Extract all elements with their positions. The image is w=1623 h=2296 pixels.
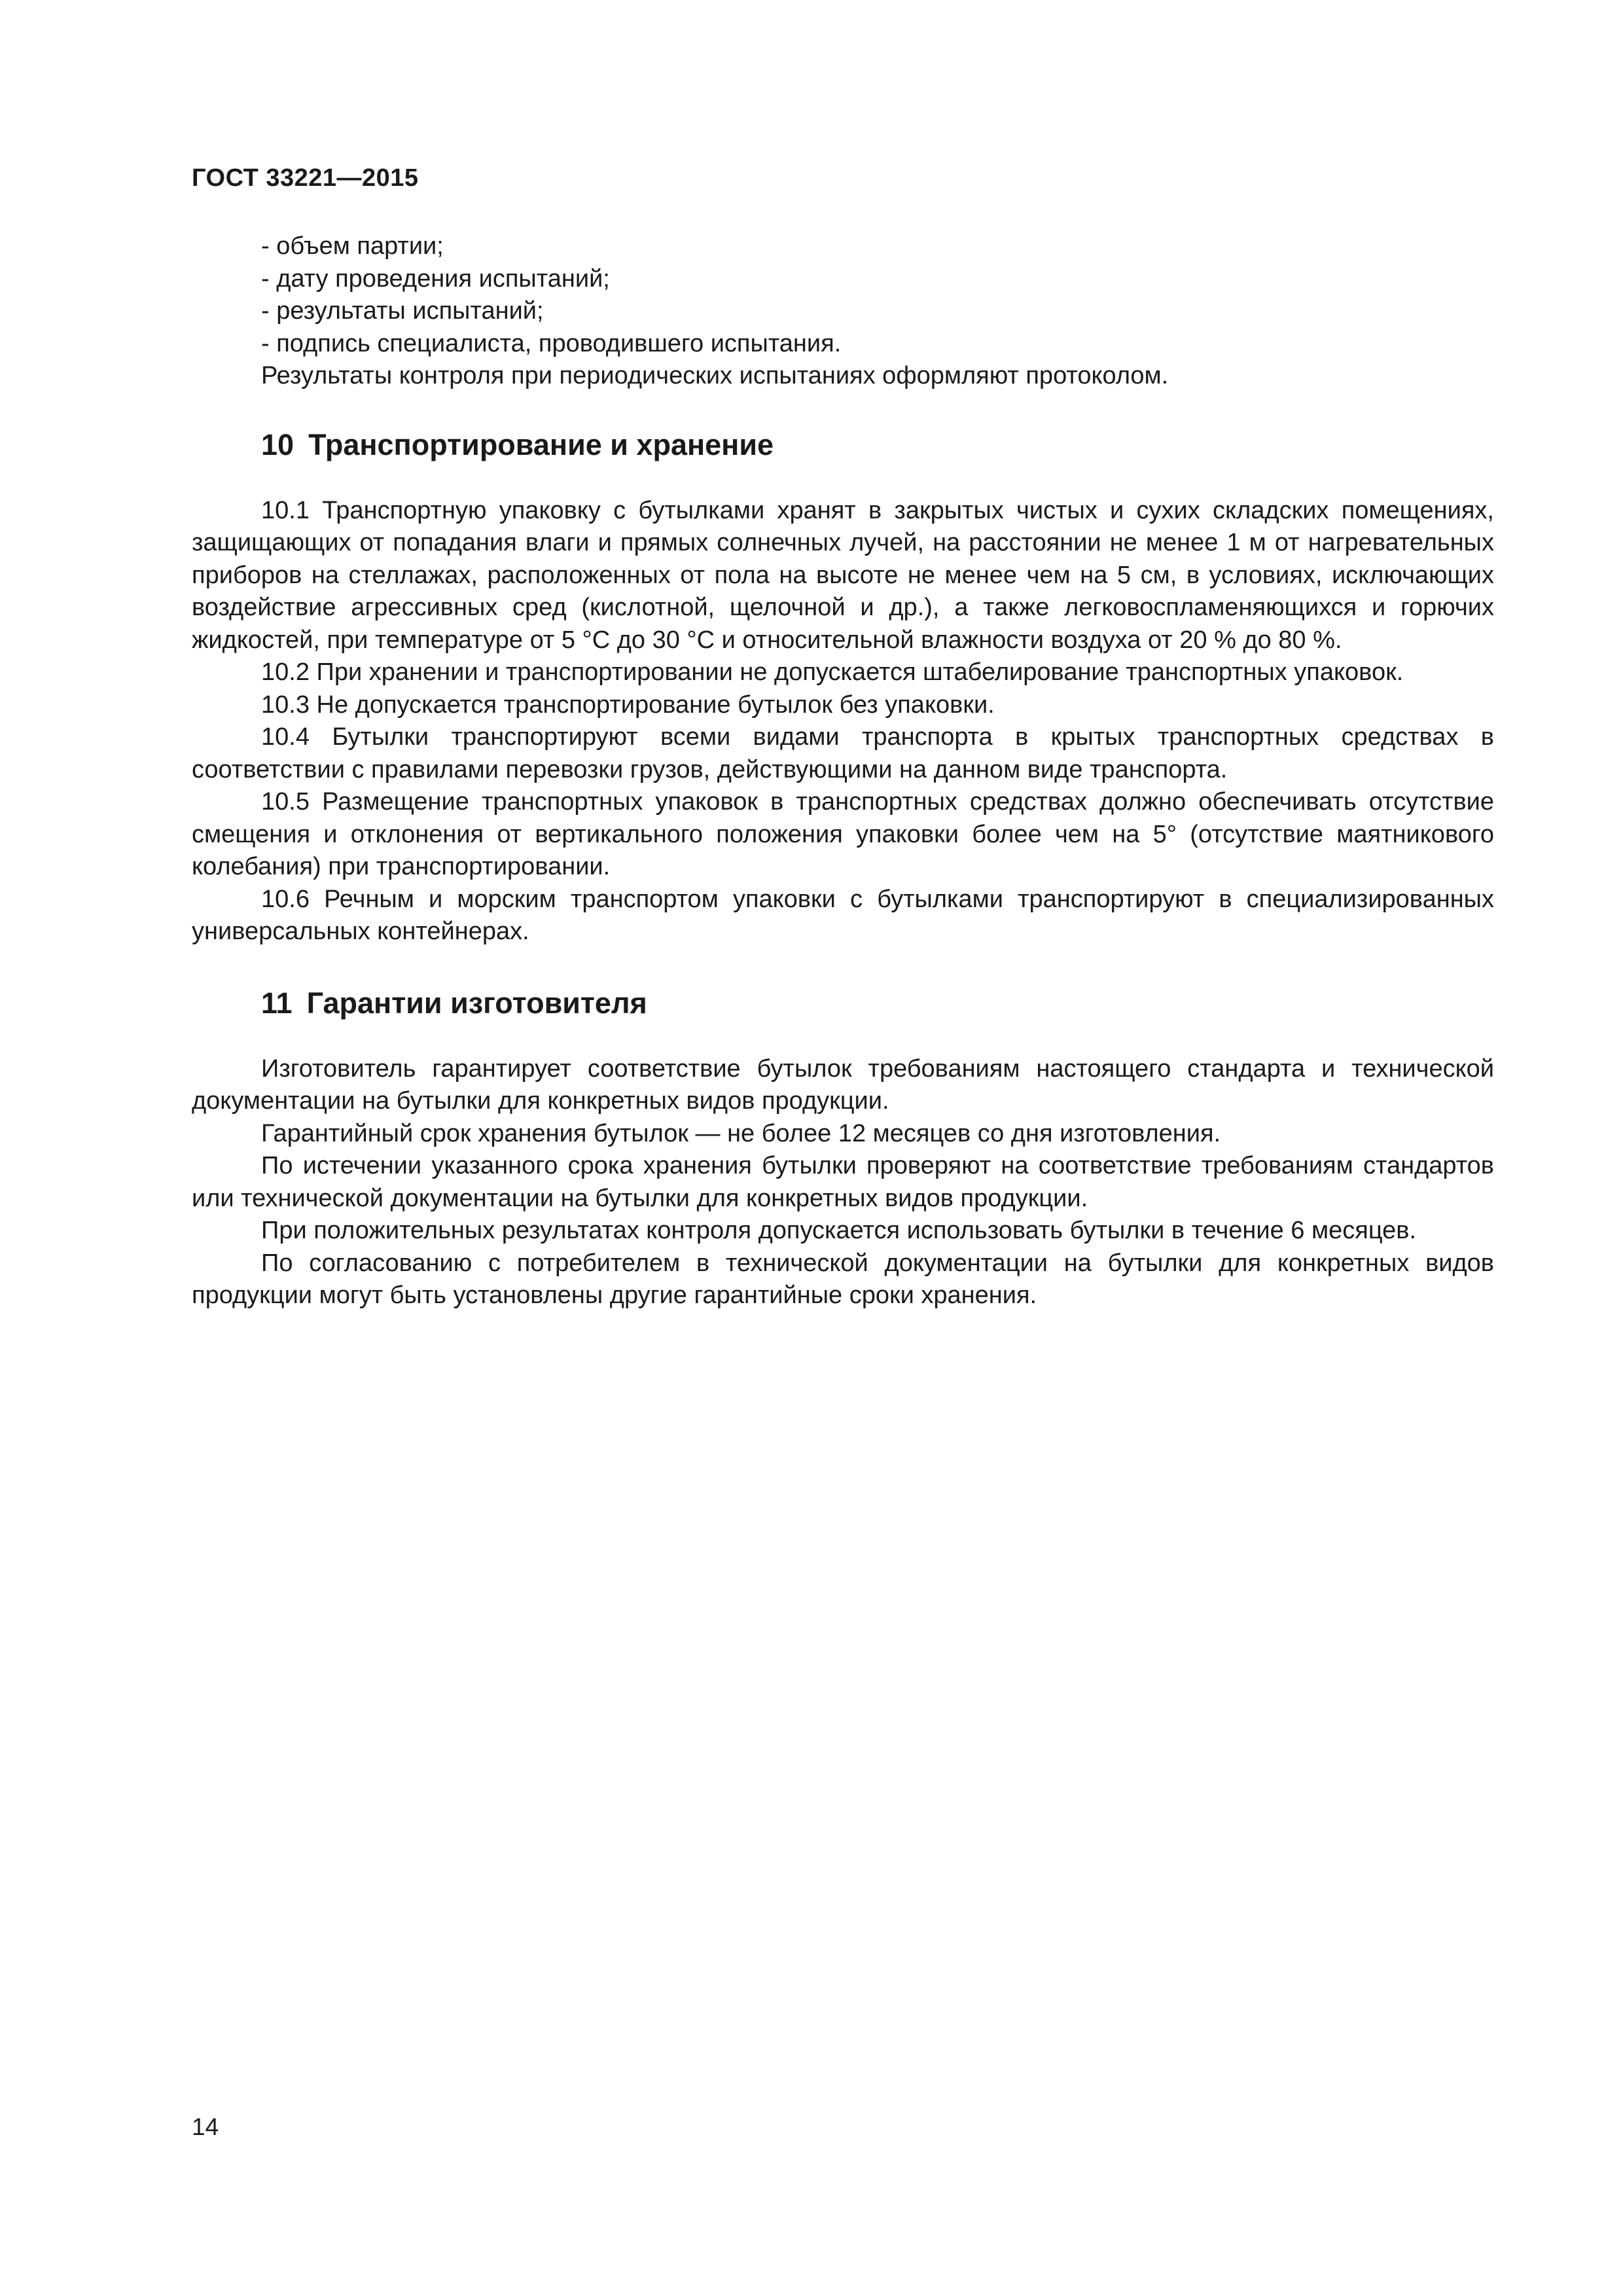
paragraph-11-recheck: По истечении указанного срока хранения бутылки проверяют на соответствие требованиям стандартов или технической документации на бутылки для конкретных видов продукции. <box>192 1152 1494 1212</box>
paragraph-10-4: 10.4 Бутылки транспортируют всеми видами транспорта в крытых транспортных средствах в соответствии с правилами перевозки грузов, действующими на данном виде транспорта. <box>192 723 1494 783</box>
section-11-heading <box>192 984 1494 1023</box>
paragraph-10-3: 10.3 Не допускается транспортирование бутылок без упаковки. <box>261 691 995 719</box>
document-body <box>192 230 1494 1312</box>
page-number: 14 <box>192 2113 219 2140</box>
paragraph-11-extension: При положительных результатах контроля допускается использовать бутылки в течение 6 месяцев. <box>261 1217 1417 1244</box>
list-item: - результаты испытаний; <box>261 297 544 325</box>
list-item: - дату проведения испытаний; <box>261 264 610 293</box>
intro-list <box>192 230 1494 360</box>
list-item: - объем партии; <box>261 232 444 260</box>
paragraph-10-5: 10.5 Размещение транспортных упаковок в транспортных средствах должно обеспечивать отсутствие смещения и отклонения от вертикального положения упаковки более чем на 5° (отсутствие маятникового колебания) при транспортировании. <box>192 788 1494 880</box>
section-10-number: 10 <box>261 427 294 461</box>
paragraph-10-1: 10.1 Транспортную упаковку с бутылками хранят в закрытых чистых и сухих складских помещениях, защищающих от попадания влаги и прямых солнечных лучей, на расстоянии не менее 1 м от нагревательных приборов на стеллажах, расположенных от пола на высоте не менее чем на 5 см, в условиях, исключающих воздействие агрессивных сред (кислотной, щелочной и др.), а также легковоспламеняющихся и горючих жидкостей, при температуре от 5 °С до 30 °С и относительной влажности воздуха от 20 % до 80 %. <box>192 496 1494 654</box>
section-11-number: 11 <box>261 986 293 1020</box>
paragraph-11-warranty: Изготовитель гарантирует соответствие бутылок требованиям настоящего стандарта и технической документации на бутылки для конкретных видов продукции. <box>192 1054 1494 1115</box>
section-10-body <box>192 495 1494 948</box>
paragraph-10-2: 10.2 При хранении и транспортировании не допускается штабелирование транспортных упаковок. <box>261 658 1404 686</box>
paragraph-11-storage-term: Гарантийный срок хранения бутылок — не более 12 месяцев со дня изготовления. <box>261 1119 1221 1147</box>
section-10-heading <box>192 425 1494 465</box>
intro-paragraph: Результаты контроля при периодических испытаниях оформляют протоколом. <box>261 362 1169 389</box>
section-11-body <box>192 1053 1494 1312</box>
section-11-title: Гарантии изготовителя <box>306 986 647 1020</box>
list-item: - подпись специалиста, проводившего испытания. <box>261 329 842 357</box>
document-code-header: ГОСТ 33221—2015 <box>192 164 419 192</box>
section-10-title: Транспортирование и хранение <box>308 427 774 461</box>
paragraph-10-6: 10.6 Речным и морским транспортом упаковки с бутылками транспортируют в специализированных универсальных контейнерах. <box>192 885 1494 945</box>
paragraph-11-agreement: По согласованию с потребителем в технической документации на бутылки для конкретных видов продукции могут быть установлены другие гарантийные сроки хранения. <box>192 1249 1494 1309</box>
